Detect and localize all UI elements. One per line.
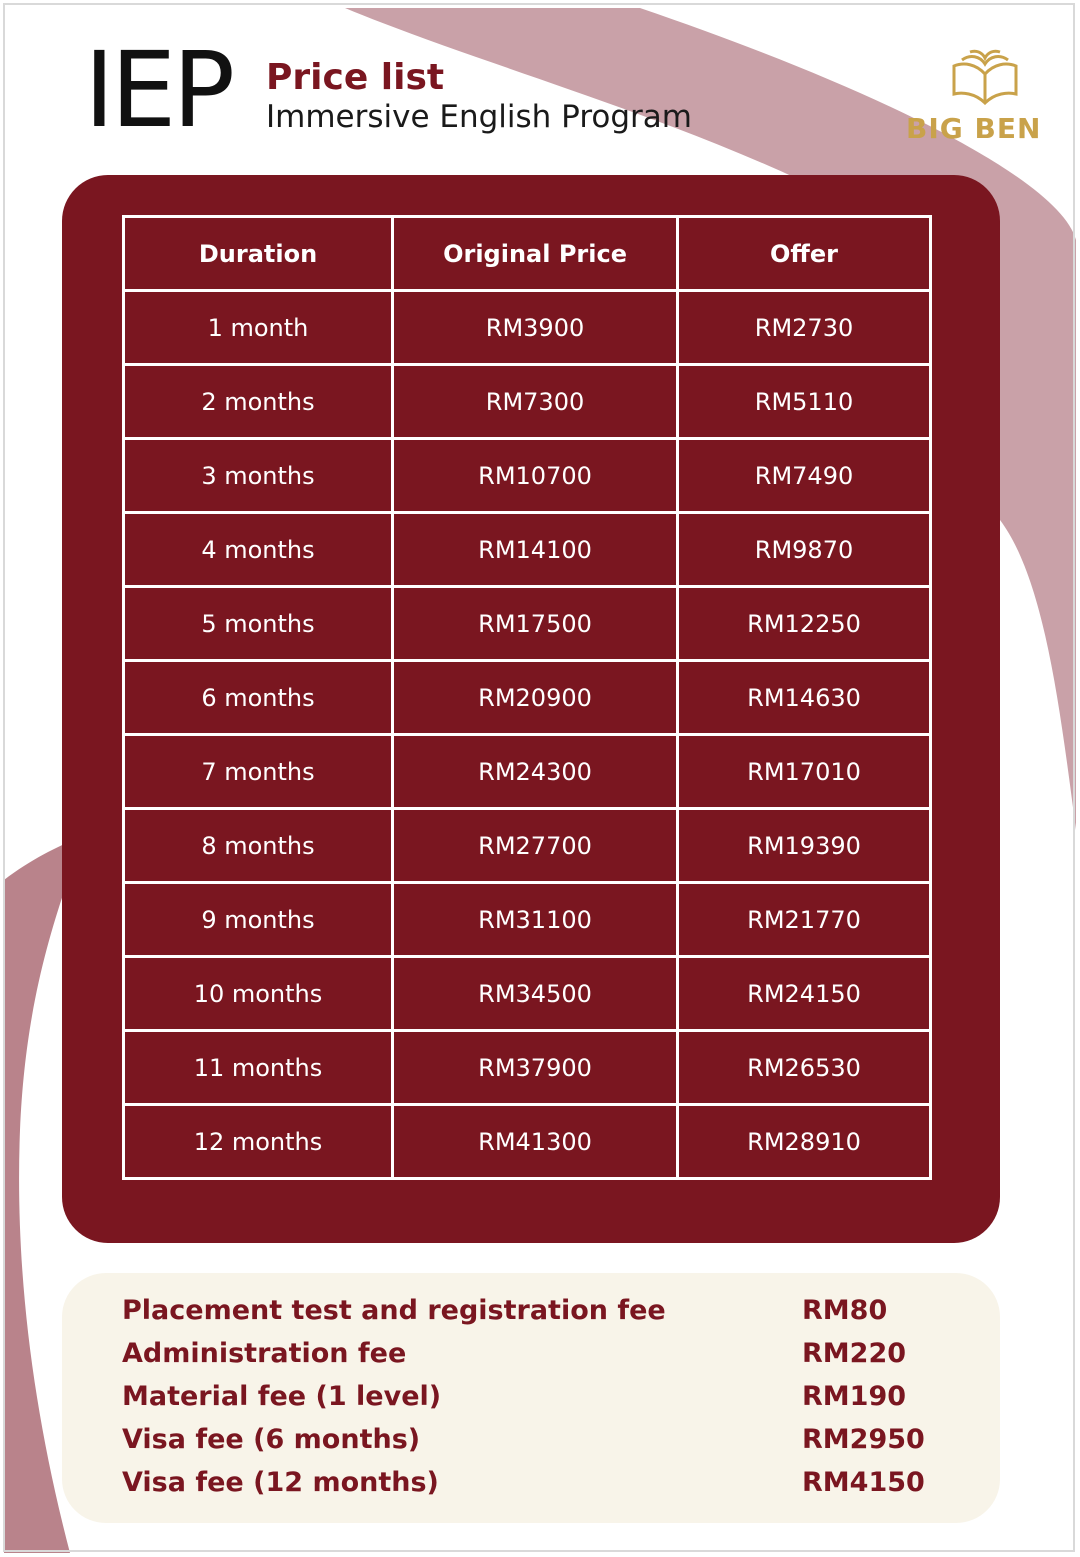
offer-cell: RM14630 [678,661,931,735]
fee-amount: RM190 [802,1381,907,1412]
original-price-cell: RM17500 [393,587,678,661]
offer-cell: RM5110 [678,365,931,439]
header-duration: Duration [124,217,393,291]
big-ben-logo [900,48,1070,148]
fee-label: Material fee (1 level) [122,1381,442,1412]
offer-cell: RM12250 [678,587,931,661]
fee-row-material [122,1381,952,1424]
table-row [124,883,931,957]
price-table-panel [62,175,1000,1243]
fee-row-visa-6-months [122,1424,952,1467]
fee-row-administration [122,1338,952,1381]
original-price-cell: RM37900 [393,1031,678,1105]
fee-label: Visa fee (12 months) [122,1467,439,1498]
original-price-cell: RM41300 [393,1105,678,1179]
original-price-cell: RM7300 [393,365,678,439]
fee-amount: RM4150 [802,1467,925,1498]
offer-cell: RM7490 [678,439,931,513]
header-original-price: Original Price [393,217,678,291]
table-row [124,291,931,365]
table-row [124,1031,931,1105]
duration-cell: 7 months [124,735,393,809]
original-price-cell: RM3900 [393,291,678,365]
duration-cell: 3 months [124,439,393,513]
duration-cell: 1 month [124,291,393,365]
duration-cell: 12 months [124,1105,393,1179]
fee-amount: RM2950 [802,1424,925,1455]
offer-cell: RM2730 [678,291,931,365]
fee-label: Administration fee [122,1338,407,1369]
original-price-cell: RM10700 [393,439,678,513]
original-price-cell: RM24300 [393,735,678,809]
page-title: Price list [266,57,445,98]
fee-amount: RM220 [802,1338,907,1369]
program-code: IEP [84,29,232,151]
offer-cell: RM17010 [678,735,931,809]
header-offer: Offer [678,217,931,291]
table-row [124,439,931,513]
duration-cell: 8 months [124,809,393,883]
fee-label: Placement test and registration fee [122,1295,666,1326]
duration-cell: 6 months [124,661,393,735]
original-price-cell: RM34500 [393,957,678,1031]
table-row [124,661,931,735]
table-row [124,957,931,1031]
open-book-icon [950,48,1020,108]
offer-cell: RM19390 [678,809,931,883]
table-row [124,365,931,439]
duration-cell: 11 months [124,1031,393,1105]
table-row [124,809,931,883]
additional-fees-panel [62,1273,1000,1523]
original-price-cell: RM20900 [393,661,678,735]
fee-row-placement [122,1295,952,1338]
table-row [124,587,931,661]
table-header-row [124,217,931,291]
logo-wordmark: BIG BEN [906,112,1042,145]
original-price-cell: RM14100 [393,513,678,587]
duration-cell: 9 months [124,883,393,957]
fee-amount: RM80 [802,1295,888,1326]
offer-cell: RM9870 [678,513,931,587]
offer-cell: RM26530 [678,1031,931,1105]
fee-row-visa-12-months [122,1467,952,1510]
offer-cell: RM28910 [678,1105,931,1179]
duration-cell: 2 months [124,365,393,439]
page-subtitle: Immersive English Program [266,99,692,135]
duration-cell: 5 months [124,587,393,661]
table-row [124,1105,931,1179]
original-price-cell: RM31100 [393,883,678,957]
table-row [124,735,931,809]
original-price-cell: RM27700 [393,809,678,883]
table-row [124,513,931,587]
fee-label: Visa fee (6 months) [122,1424,421,1455]
duration-cell: 10 months [124,957,393,1031]
duration-cell: 4 months [124,513,393,587]
offer-cell: RM24150 [678,957,931,1031]
price-table [122,215,932,1180]
offer-cell: RM21770 [678,883,931,957]
